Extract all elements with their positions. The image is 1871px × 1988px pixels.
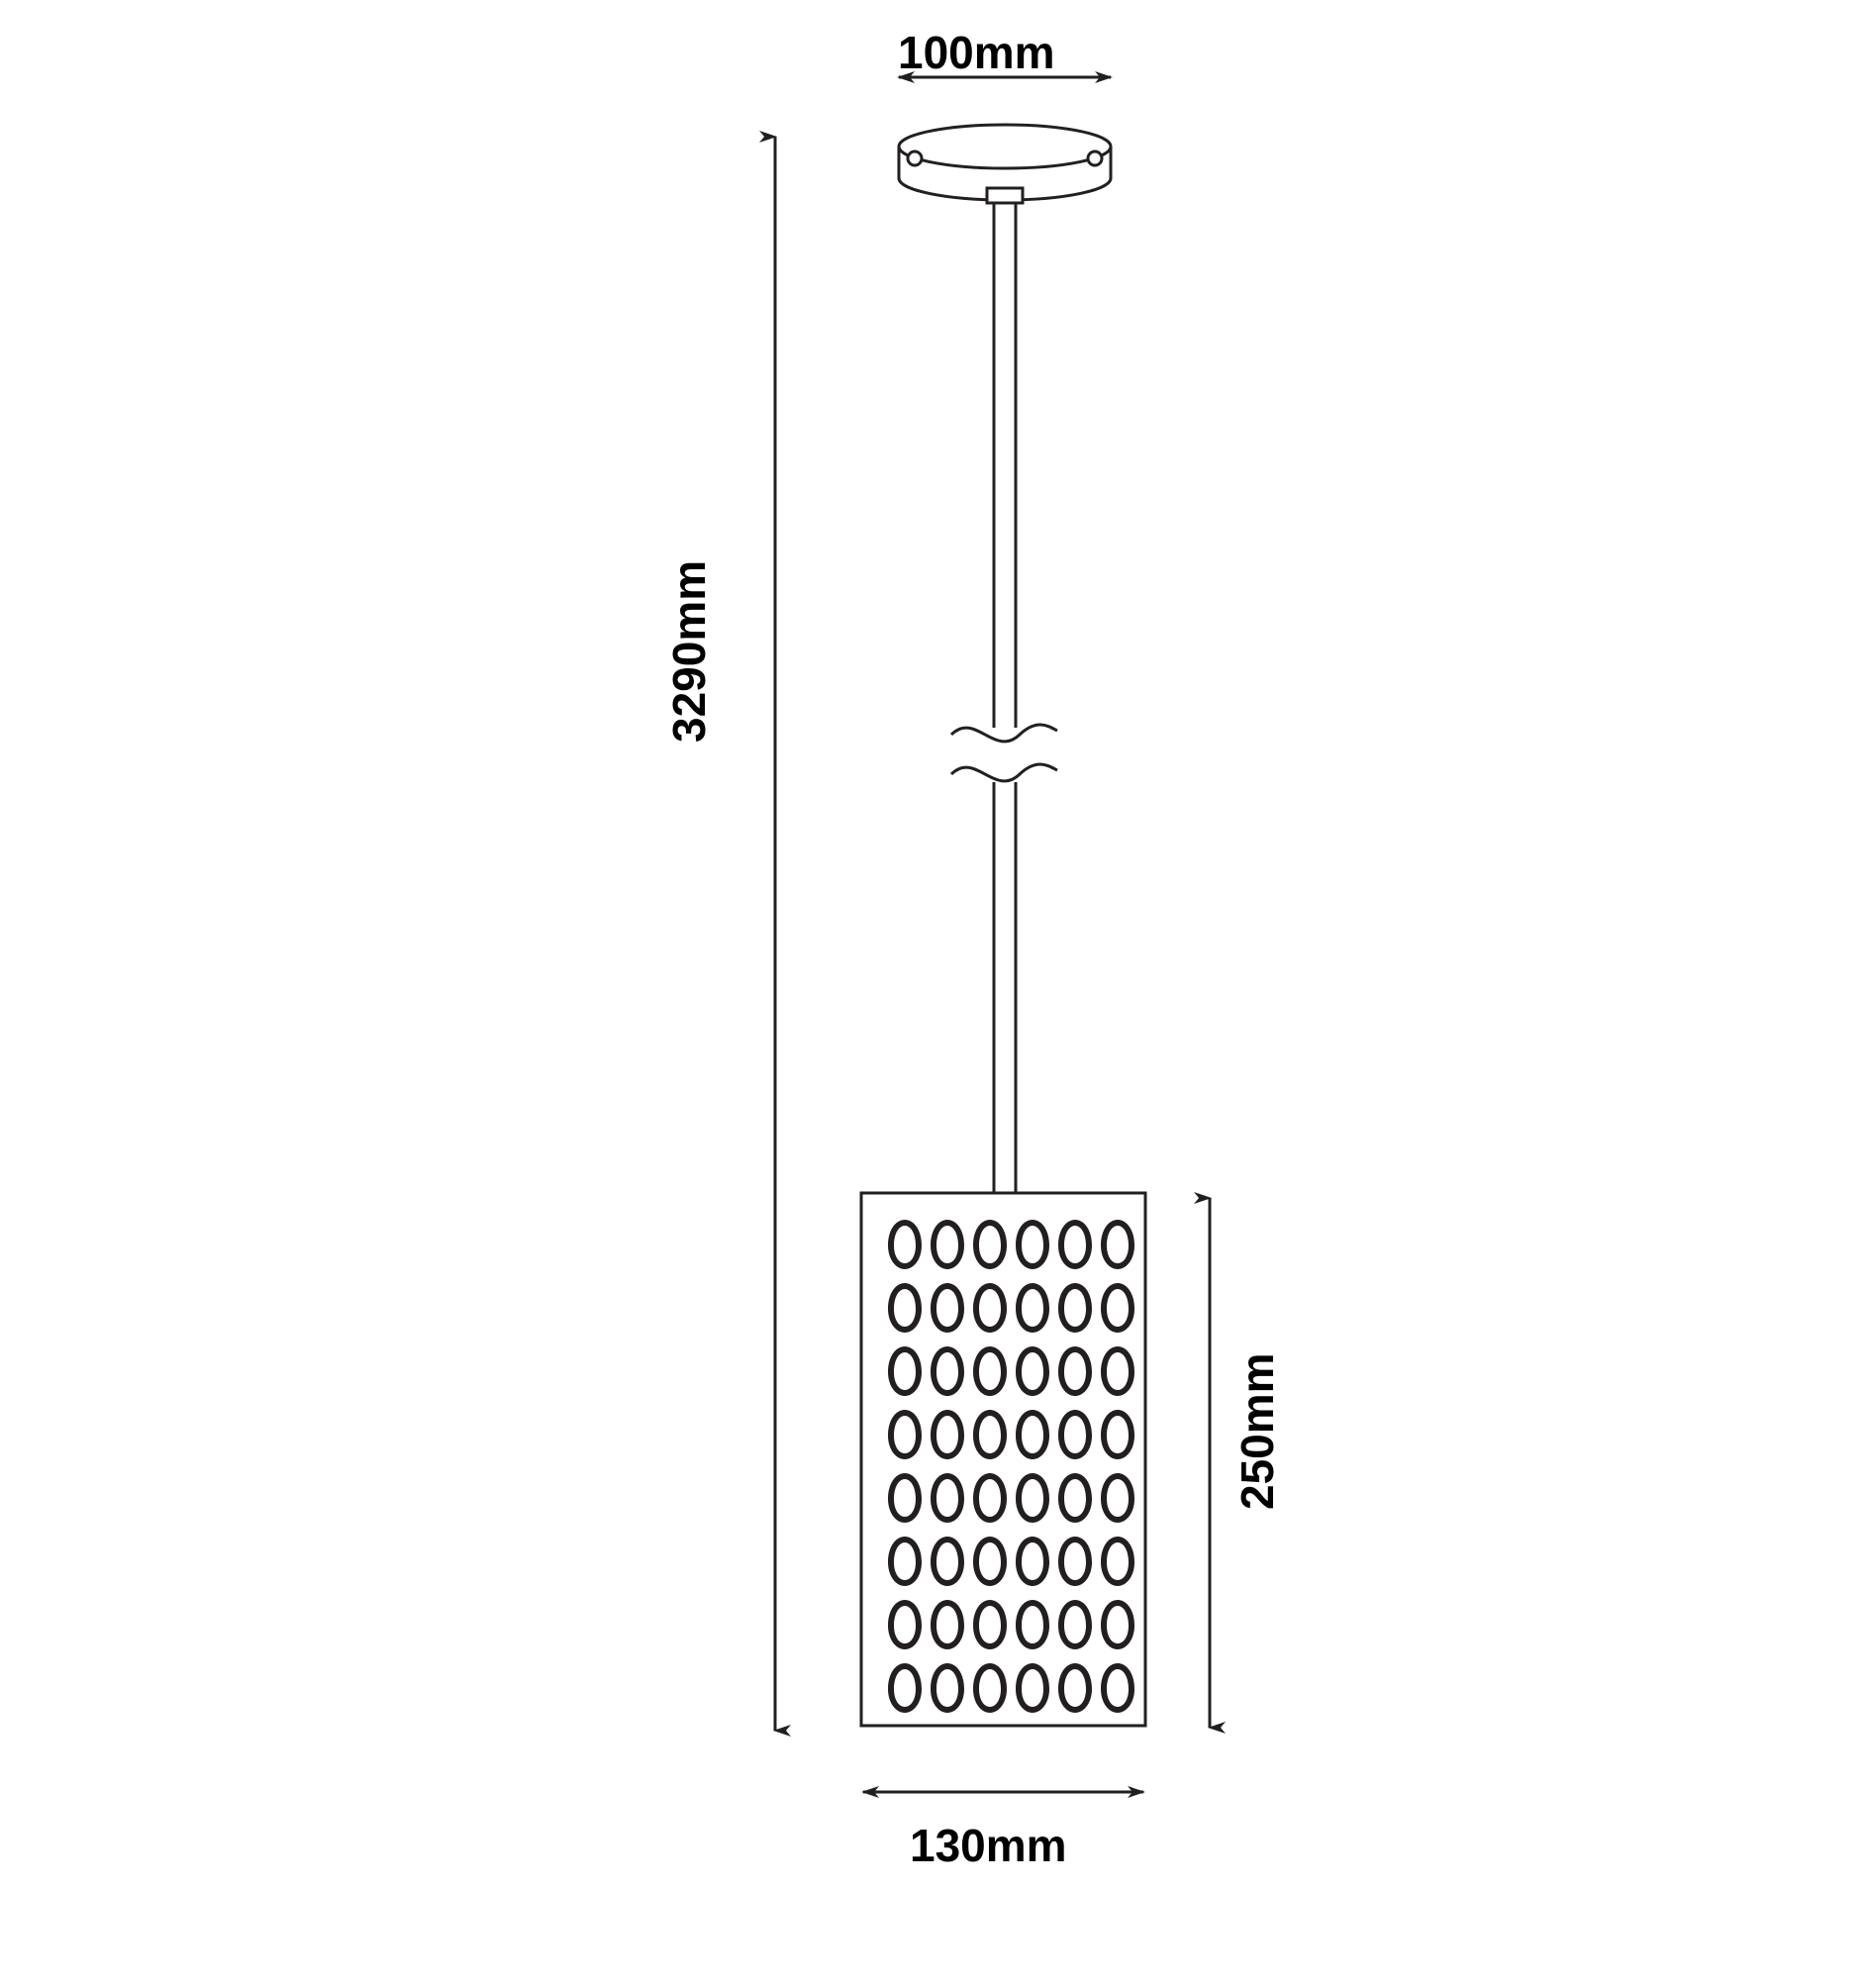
dimension-canopy-width: [899, 77, 1111, 127]
dimension-label-shade-height: 250mm: [1231, 1352, 1283, 1510]
dimension-label-shade-width: 130mm: [910, 1820, 1067, 1871]
dimension-label-canopy-width: 100mm: [898, 27, 1055, 78]
ceiling-canopy: [899, 125, 1111, 203]
perforated-cylinder-shade: [861, 1193, 1145, 1726]
break-symbol: [951, 725, 1057, 781]
suspension-rod: [987, 203, 1023, 1216]
dimension-label-total-drop: 3290mm: [663, 559, 715, 743]
